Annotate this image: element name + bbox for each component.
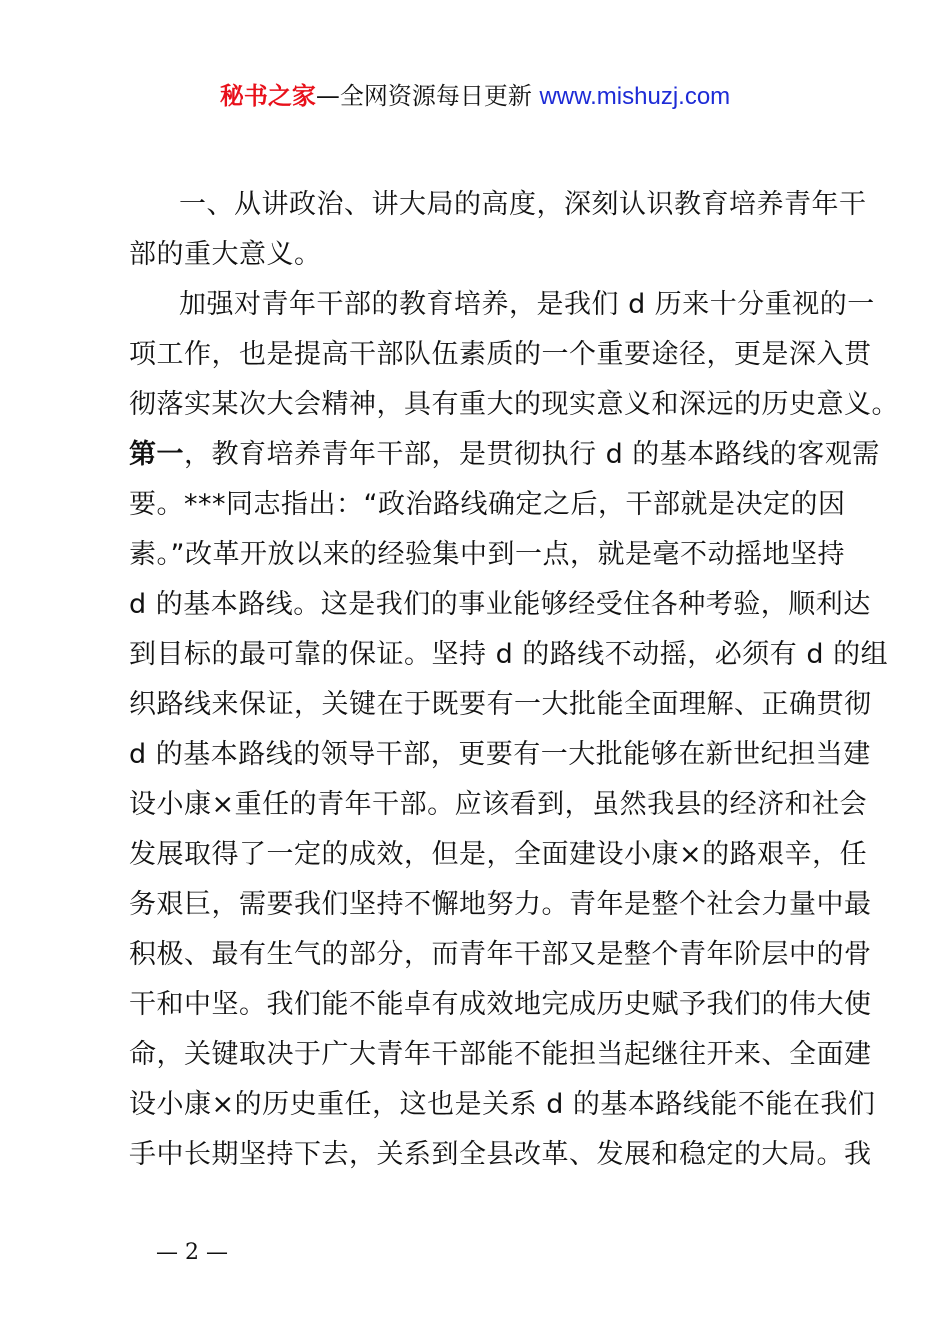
paragraph-line: 设小康×的历史重任，这也是关系 d 的基本路线能不能在我们 [129,1089,876,1120]
site-url[interactable]: www.mishuzj.com [539,83,731,110]
paragraph-line: 加强对青年干部的教育培养，是我们 d 历来十分重视的一 [179,289,875,320]
paragraph-line: 素。”改革开放以来的经验集中到一点，就是毫不动摇地坚持 [129,539,845,570]
bold-lead: 第一 [129,439,184,470]
paragraph-line: d 的基本路线。这是我们的事业能够经受住各种考验，顺利达 [129,589,871,620]
paragraph-line: d 的基本路线的领导干部，更要有一大批能够在新世纪担当建 [129,739,871,770]
site-brand: 秘书之家 [219,82,316,110]
paragraph-line [129,430,880,480]
section-heading-line-1: 一、从讲政治、讲大局的高度，深刻认识教育培养青年干 [179,189,867,220]
paragraph-line: 务艰巨，需要我们坚持不懈地努力。青年是整个社会力量中最 [129,889,872,920]
paragraph-line: 要。***同志指出：“政治路线确定之后，干部就是决定的因 [129,489,846,520]
paragraph-line: 项工作，也是提高干部队伍素质的一个重要途径，更是深入贯 [129,339,872,370]
paragraph-line: 干和中坚。我们能不能卓有成效地完成历史赋予我们的伟大使 [129,989,872,1020]
paragraph-line: 命，关键取决于广大青年干部能不能担当起继往开来、全面建 [129,1039,872,1070]
site-header [0,78,950,115]
paragraph-line: 手中长期坚持下去，关系到全县改革、发展和稳定的大局。我 [129,1139,872,1170]
paragraph-line-text: ，教育培养青年干部，是贯彻执行 d 的基本路线的客观需 [184,439,880,470]
section-heading-line-2: 部的重大意义。 [129,239,322,270]
page-number: — 2 — [156,1240,228,1265]
paragraph-line: 织路线来保证，关键在于既要有一大批能全面理解、正确贯彻 [129,689,872,720]
paragraph-line: 积极、最有生气的部分，而青年干部又是整个青年阶层中的骨 [129,939,872,970]
paragraph-line: 设小康×重任的青年干部。应该看到，虽然我县的经济和社会 [129,789,868,820]
site-tagline: —全网资源每日更新 [315,82,532,110]
document-body [129,180,899,1180]
paragraph-line: 发展取得了一定的成效，但是，全面建设小康×的路艰辛，任 [129,839,868,870]
paragraph-line: 彻落实某次大会精神，具有重大的现实意义和深远的历史意义。 [129,389,899,420]
paragraph-line: 到目标的最可靠的保证。坚持 d 的路线不动摇，必须有 d 的组 [129,639,889,670]
